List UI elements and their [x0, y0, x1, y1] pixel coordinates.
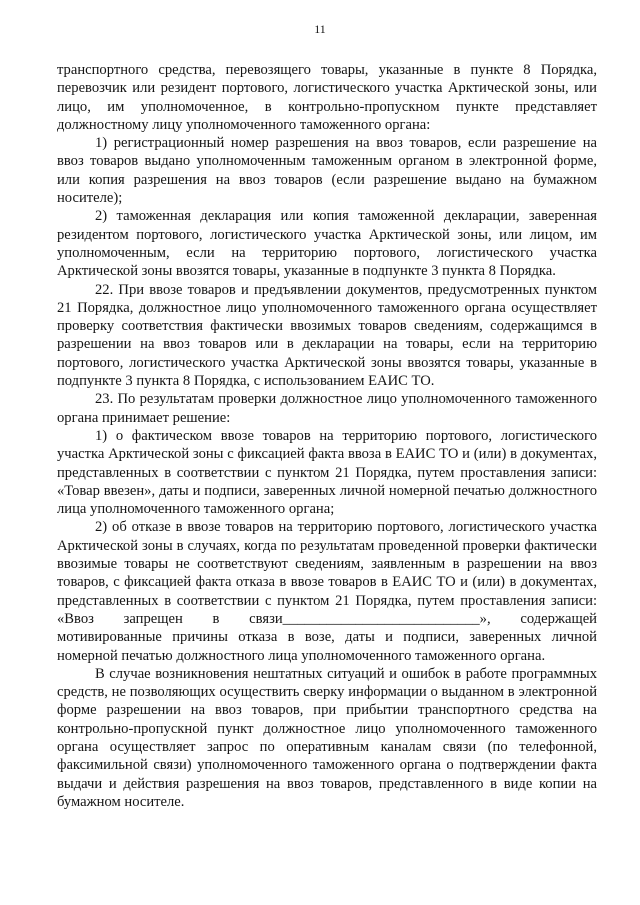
paragraph-clause-23: 23. По результатам проверки должностное лицо уполномоченного таможенного органа принимает решение: [57, 391, 597, 426]
paragraph-clause-22: 22. При ввозе товаров и предъявлении документов, предусмотренных пунктом 21 Порядка, должностное лицо уполномоченного таможенного органа осуществляет проверку соответствия фактически ввозимых товаров сведениям, содержащимся в разрешении на ввоз товаров или в декларации на товары, если на территорию портового, логистического участка Арктической зоны ввозятся товары, указанные в подпункте 3 пункта 8 Порядка, с использованием ЕАИС ТО. [57, 281, 597, 390]
body-text [57, 61, 597, 811]
page-number: 11 [314, 22, 326, 36]
paragraph-decision-1: 1) о фактическом ввозе товаров на территорию портового, логистического участка Арктической зоны с фиксацией факта ввоза в ЕАИС ТО и (или) в документах, представленных в соответствии с пунктом 21 Порядка, путем проставления записи: «Товар ввезен», даты и подписи, заверенных личной номерной печатью должностного лица уполномоченного таможенного органа; [57, 427, 597, 518]
paragraph-item-2: 2) таможенная декларация или копия таможенной декларации, заверенная резидентом портового, логистического участка Арктической зоны, или лицом, им уполномоченным, если на территорию портового, логистического участка Арктической зоны ввозятся товары, указанные в подпункте 3 пункта 8 Порядка. [57, 208, 597, 280]
paragraph-item-1: 1) регистрационный номер разрешения на ввоз товаров, если разрешение на ввоз товаров выдано уполномоченным таможенным органом в электронной форме, или копия разрешения на ввоз товаров (если разрешение выдано на бумажном носителе); [57, 135, 597, 207]
paragraph-emergency: В случае возникновения нештатных ситуаций и ошибок в работе программных средств, не позволяющих осуществить сверку информации о выданном в электронной форме разрешении на ввоз товаров, при прибытии транспортного средства на контрольно-пропускной пункт должностное лицо уполномоченного таможенного органа осуществляет запрос по оперативным каналам связи (по телефонной, факсимильной связи) уполномоченного таможенного органа о подтверждении факта выдачи и действия разрешения на ввоз товаров, представленного в виде копии на бумажном носителе. [57, 665, 597, 810]
paragraph-decision-2: 2) об отказе в ввозе товаров на территорию портового, логистического участка Арктической зоны в случаях, когда по результатам проведенной проверки фактически ввозимые товары не соответствуют сведениям, заявленным в разрешении на ввоз товаров, с фиксацией факта отказа в ввозе товаров в ЕАИС ТО и (или) в документах, представленных в соответствии с пунктом 21 Порядка, путем проставления записи: «Ввоз запрещен в связи___________________________», содержащей мотивированные причины отказа в возе, даты и подписи, заверенных личной номерной печатью должностного лица уполномоченного таможенного органа. [57, 519, 597, 664]
paragraph-continuation: транспортного средства, перевозящего товары, указанные в пункте 8 Порядка, перевозчик или резидент портового, логистического участка Арктической зоны, или лицо, им уполномоченное, в контрольно-пропускном пункте представляет должностному лицу уполномоченного таможенного органа: [57, 62, 597, 133]
